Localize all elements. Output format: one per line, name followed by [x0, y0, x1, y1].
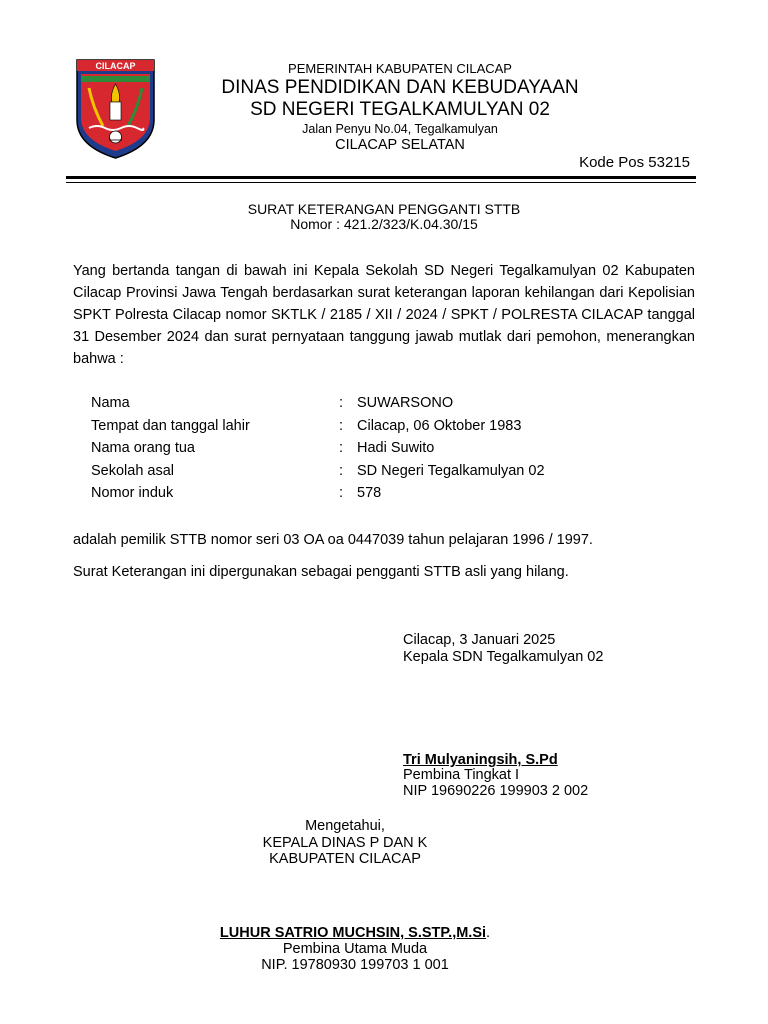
document-title: SURAT KETERANGAN PENGGANTI STTB [247, 201, 521, 217]
field-colon: : [339, 440, 344, 456]
approver-name-suffix: . [486, 925, 491, 941]
principal-rank: Pembina Tingkat I [403, 767, 520, 783]
field-value: 578 [357, 485, 382, 501]
purpose-statement: Surat Keterangan ini dipergunakan sebagai pengganti STTB asli yang hilang. [73, 564, 569, 580]
header-street-address: Jalan Penyu No.04, Tegalkamulyan [302, 122, 498, 136]
approver-nip: NIP. 19780930 199703 1 001 [261, 957, 449, 973]
field-value: SUWARSONO [357, 395, 454, 411]
logo-banner-text: CILACAP [95, 61, 136, 71]
field-colon: : [339, 462, 344, 479]
intro-paragraph: Yang bertanda tangan di bawah ini Kepala Sekolah SD Negeri Tegalkamulyan 02 Kabupaten Cilacap Provinsi Jawa Tengah berdasarkan surat keterangan laporan kehilangan dari Kepolisian SPKT Polresta Cilacap nomor SKTLK / 2185 / XII / 2024 / SPKT / POLRESTA CILACAP tanggal 31 Desember 2024 dan surat pernyataan tanggung jawab mutlak dari pemohon, menerangkan bahwa : [73, 263, 695, 367]
approver-name: LUHUR SATRIO MUCHSIN, S.STP.,M.Si [219, 925, 487, 941]
approver-rank: Pembina Utama Muda [282, 941, 428, 957]
field-label: Sekolah asal [91, 462, 175, 479]
principal-position: Kepala SDN Tegalkamulyan 02 [403, 649, 604, 665]
header-divider-thin [66, 182, 696, 183]
field-colon: : [339, 485, 344, 501]
field-colon: : [339, 417, 344, 434]
header-department: DINAS PENDIDIKAN DAN KEBUDAYAAN [221, 77, 579, 98]
field-label: Nama [91, 395, 130, 411]
owner-statement: adalah pemilik STTB nomor seri 03 OA oa 0447039 tahun pelajaran 1996 / 1997. [73, 532, 593, 548]
field-label: Nama orang tua [91, 440, 195, 456]
approval-region: KABUPATEN CILACAP [269, 851, 421, 867]
approver-name-line [200, 925, 510, 941]
approval-acknowledged: Mengetahui, [305, 818, 385, 834]
principal-nip: NIP 19690226 199903 2 002 [403, 783, 589, 799]
field-colon: : [339, 395, 344, 411]
approval-office-title: KEPALA DINAS P DAN K [262, 835, 428, 851]
field-label: Nomor induk [91, 485, 174, 501]
field-value: Hadi Suwito [357, 440, 435, 456]
field-value: Cilacap, 06 Oktober 1983 [357, 417, 522, 434]
document-number: Nomor : 421.2/323/K.04.30/15 [290, 216, 478, 232]
cilacap-coat-of-arms-logo [75, 58, 156, 160]
place-date: Cilacap, 3 Januari 2025 [403, 632, 556, 648]
header-school-name: SD NEGERI TEGALKAMULYAN 02 [250, 99, 550, 120]
header-postal-code: Kode Pos 53215 [579, 154, 690, 171]
header-district: CILACAP SELATAN [335, 137, 465, 153]
principal-name: Tri Mulyaningsih, S.Pd [403, 752, 558, 768]
field-value: SD Negeri Tegalkamulyan 02 [357, 462, 545, 479]
header-divider-thick [66, 176, 696, 179]
header-government: PEMERINTAH KABUPATEN CILACAP [288, 61, 512, 76]
field-label: Tempat dan tanggal lahir [91, 417, 250, 434]
